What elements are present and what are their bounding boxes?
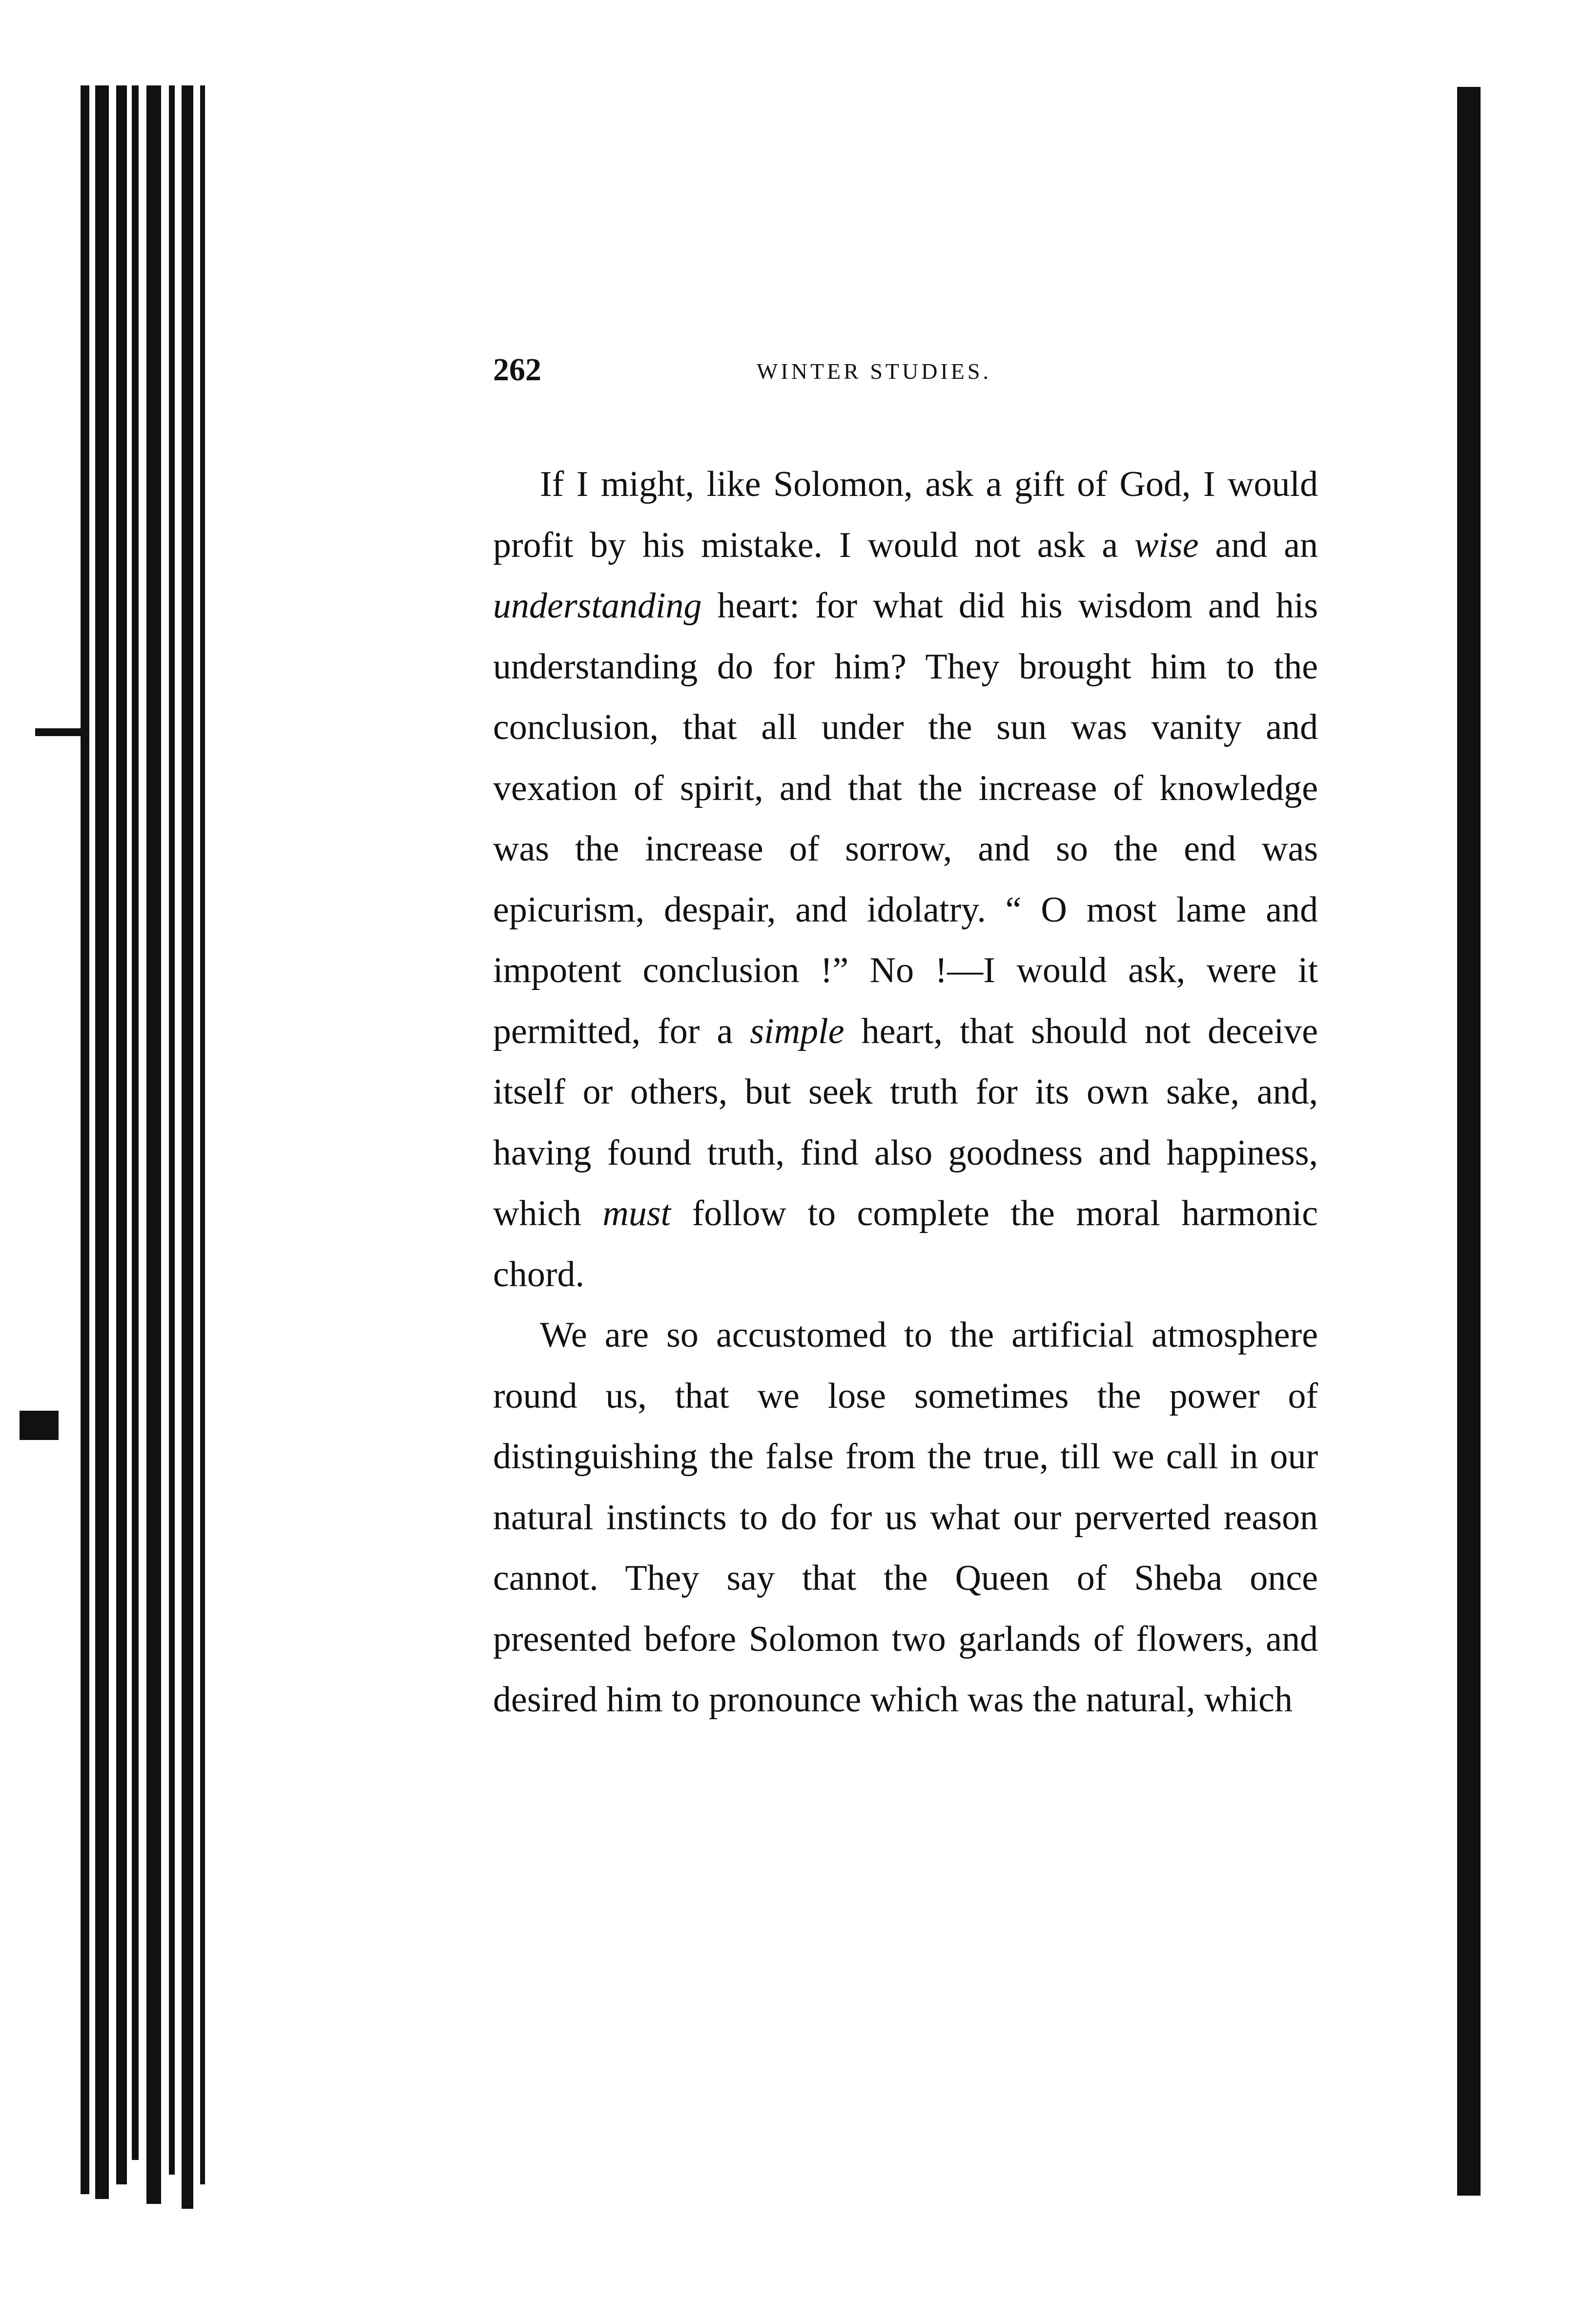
paragraph: [493, 454, 1318, 1305]
body-text: [493, 454, 1318, 1730]
gutter-mark: [35, 728, 89, 736]
book-page: [493, 351, 1318, 1730]
text-segment: We are so accustomed to the artificial atmosphere round us, that we lose sometimes the power of distinguishing the false from the true, till we call in our natural instincts to do for us what our perverted reason cannot. They say that the Queen of Sheba once presented before Solomon two garlands of flowers, and desired him to pronounce which was the natural, which: [493, 1315, 1318, 1720]
running-title: WINTER STUDIES.: [757, 359, 991, 384]
page-edge-shadow: [1457, 87, 1481, 2196]
paragraph: [493, 1305, 1318, 1730]
text-segment: heart, that should not deceive itself or others, but seek truth for its own sake, and, having found truth, find also goodness and happiness, which: [493, 1011, 1318, 1234]
italic-segment: must: [602, 1193, 671, 1234]
text-segment: If I might, like Solomon, ask a gift of God, I would profit by his mistake. I would not ask a: [493, 464, 1318, 565]
running-head: [493, 351, 1318, 395]
text-segment: heart: for what did his wisdom and his understanding do for him? They brought him to the conclusion, that all under the sun was vanity and vexation of spirit, and that the increase of knowledge was the increase of sorrow, and so the end was epicurism, despair, and idolatry. “ O most lame and impotent conclusion !” No !—I would ask, were it permitted, for a: [493, 586, 1318, 1051]
text-segment: follow to complete the moral harmonic chord.: [493, 1193, 1318, 1295]
text-segment: and an: [1198, 525, 1318, 565]
page-number: 262: [493, 352, 541, 388]
gutter-mark: [20, 1411, 59, 1440]
italic-segment: understanding: [493, 586, 702, 626]
binding-gutter-artifact: [73, 85, 220, 2214]
italic-segment: simple: [750, 1011, 844, 1051]
italic-segment: wise: [1134, 525, 1199, 565]
